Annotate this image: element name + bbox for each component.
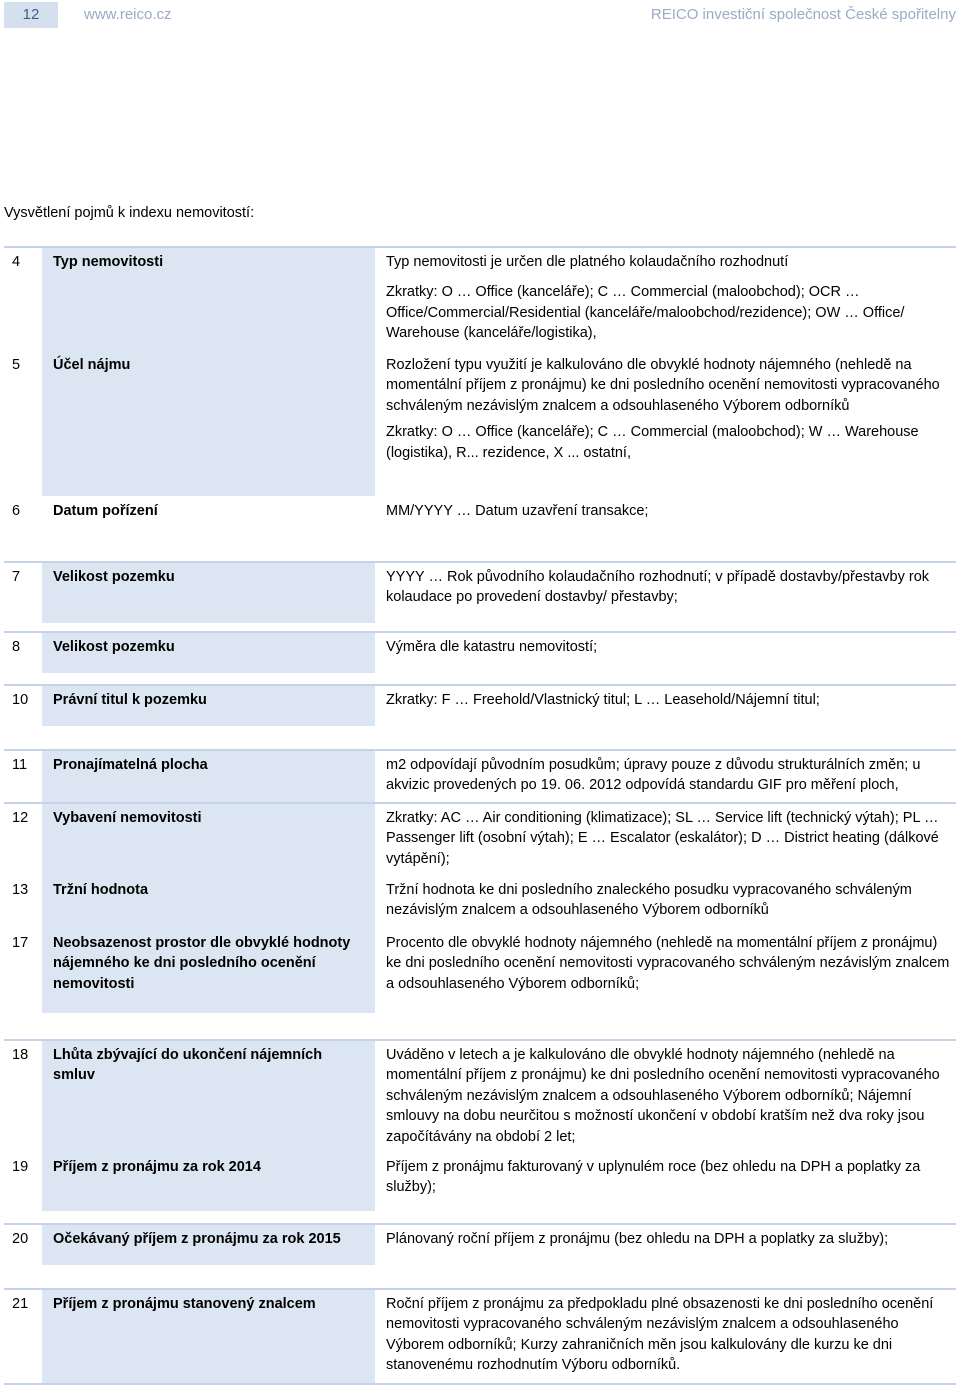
row-number: 17 [12, 935, 29, 951]
table-row [4, 1288, 956, 1374]
row-label: Typ nemovitosti [53, 254, 164, 270]
row-label: Velikost pozemku [53, 569, 175, 585]
table-row [4, 246, 956, 342]
row-description: MM/YYYY … Datum uzavření transakce; [386, 503, 649, 519]
row-number: 8 [12, 639, 21, 655]
row-number: 19 [12, 1159, 29, 1175]
row-description: Výměra dle katastru nemovitostí; [386, 639, 598, 655]
row-number: 11 [12, 757, 28, 773]
row-description [386, 252, 954, 344]
row-label: Lhůta zbývající do ukončení nájemních smluv [53, 1047, 323, 1084]
table-bottom-border [4, 1383, 956, 1385]
row-label: Právní titul k pozemku [53, 692, 207, 708]
row-description: Zkratky: AC … Air conditioning (klimatizace); SL … Service lift (technický výtah); PL … Passenger lift (osobní výtah); E … Escalator (eskalátor); D … District heating (dálkové vytápění); [386, 810, 939, 867]
table-row [4, 631, 956, 655]
row-description: Příjem z pronájmu fakturovaný v uplynulém roce (bez ohledu na DPH a poplatky za služby); [386, 1159, 921, 1196]
row-label: Pronajímatelná plocha [53, 757, 208, 773]
row-description: Zkratky: F … Freehold/Vlastnický titul; L … Leasehold/Nájemní titul; [386, 692, 820, 708]
site-url: www.reico.cz [84, 6, 172, 23]
row-description: Plánovaný roční příjem z pronájmu (bez ohledu na DPH a poplatky za služby); [386, 1231, 889, 1247]
row-number: 5 [12, 357, 21, 373]
table-row [4, 561, 956, 606]
row-number: 4 [12, 254, 21, 270]
row-number: 7 [12, 569, 21, 585]
row-number: 12 [12, 810, 29, 826]
row-label: Tržní hodnota [53, 882, 149, 898]
table-row [4, 1223, 956, 1247]
table-row [4, 802, 956, 867]
description-text: Rozložení typu využití je kalkulováno dle obvyklé hodnoty nájemného (nehledě na momentální příjem z pronájmu) ke dni posledního ocenění nemovitosti vypracovaného schváleným nezávislým znalcem a odsouhlaseného Výborem odborníků [386, 357, 940, 414]
company-name: REICO investiční společnost České spořitelny [650, 6, 956, 23]
row-label: Velikost pozemku [53, 639, 175, 655]
row-label: Příjem z pronájmu za rok 2014 [53, 1159, 261, 1175]
description-abbreviations: Zkratky: O … Office (kanceláře); C … Commercial (maloobchod); W … Warehouse (logistika), R... rezidence, X ... ostatní, [386, 424, 919, 461]
row-description [386, 355, 954, 463]
row-number: 21 [12, 1296, 29, 1312]
row-description: Procento dle obvyklé hodnoty nájemného (nehledě na momentální příjem z pronájmu) ke dni posledního ocenění nemovitosti vypracovaného schváleným nezávislým znalcem a odsouhlaseného Výborem odborníků; [386, 935, 950, 992]
row-description: m2 odpovídají původním posudkům; úpravy pouze z důvodu strukturálních změn; u akvizic provedených po 19. 06. 2012 odpovídá standardu GIF pro měření ploch, [386, 757, 921, 794]
row-description: Tržní hodnota ke dni posledního znaleckého posudku vypracovaného schváleným nezávislým znalcem a odsouhlaseného Výborem odborníků [386, 882, 912, 919]
page-number: 12 [4, 2, 58, 28]
row-label: Příjem z pronájmu stanovený znalcem [53, 1296, 316, 1312]
description-text: Typ nemovitosti je určen dle platného kolaudačního rozhodnutí [386, 254, 789, 270]
row-label: Očekávaný příjem z pronájmu za rok 2015 [53, 1231, 341, 1247]
row-number: 18 [12, 1047, 29, 1063]
row-label: Vybavení nemovitosti [53, 810, 202, 826]
table-row [4, 684, 956, 708]
row-description: Uváděno v letech a je kalkulováno dle obvyklé hodnoty nájemného (nehledě na momentální příjem z pronájmu) ke dni posledního ocenění nemovitosti vypracovaného schváleným nezávislým znalcem a odsouhlaseného Výborem odborníků; Nájemní smlouvy na dobu neurčitou s možností ukončení v období kratším než dva roky jsou započítávány na období 2 let; [386, 1047, 940, 1145]
row-label: Datum pořízení [53, 503, 158, 519]
table-row [4, 749, 956, 794]
row-number: 20 [12, 1231, 29, 1247]
row-number: 10 [12, 692, 29, 708]
row-number: 13 [12, 882, 29, 898]
section-title: Vysvětlení pojmů k indexu nemovitostí: [4, 205, 255, 221]
row-number: 6 [12, 503, 21, 519]
table-row [4, 1039, 956, 1145]
row-description: YYYY … Rok původního kolaudačního rozhodnutí; v případě dostavby/přestavby rok kolaudace po provedení dostavby/ přestavby; [386, 569, 930, 606]
row-description: Roční příjem z pronájmu za předpokladu plné obsazenosti ke dni posledního ocenění nemovitosti vypracovaného schváleným nezávislým znalcem a odsouhlaseného Výborem odborníků; Kurzy zahraničních měn jsou kalkulovány dle kurzu ke dni stanovenému rozhodnutím Výboru odborníků. [386, 1296, 934, 1374]
description-abbreviations: Zkratky: O … Office (kanceláře); C … Commercial (maloobchod); OCR … Office/Commercial/Residential (kanceláře/maloobchod/rezidence); OW … Office/ Warehouse (kanceláře/logistika), [386, 284, 905, 342]
row-label: Neobsazenost prostor dle obvyklé hodnoty nájemného ke dni posledního ocenění nemovitosti [53, 935, 351, 992]
page-header [0, 2, 960, 28]
row-label: Účel nájmu [53, 357, 131, 373]
